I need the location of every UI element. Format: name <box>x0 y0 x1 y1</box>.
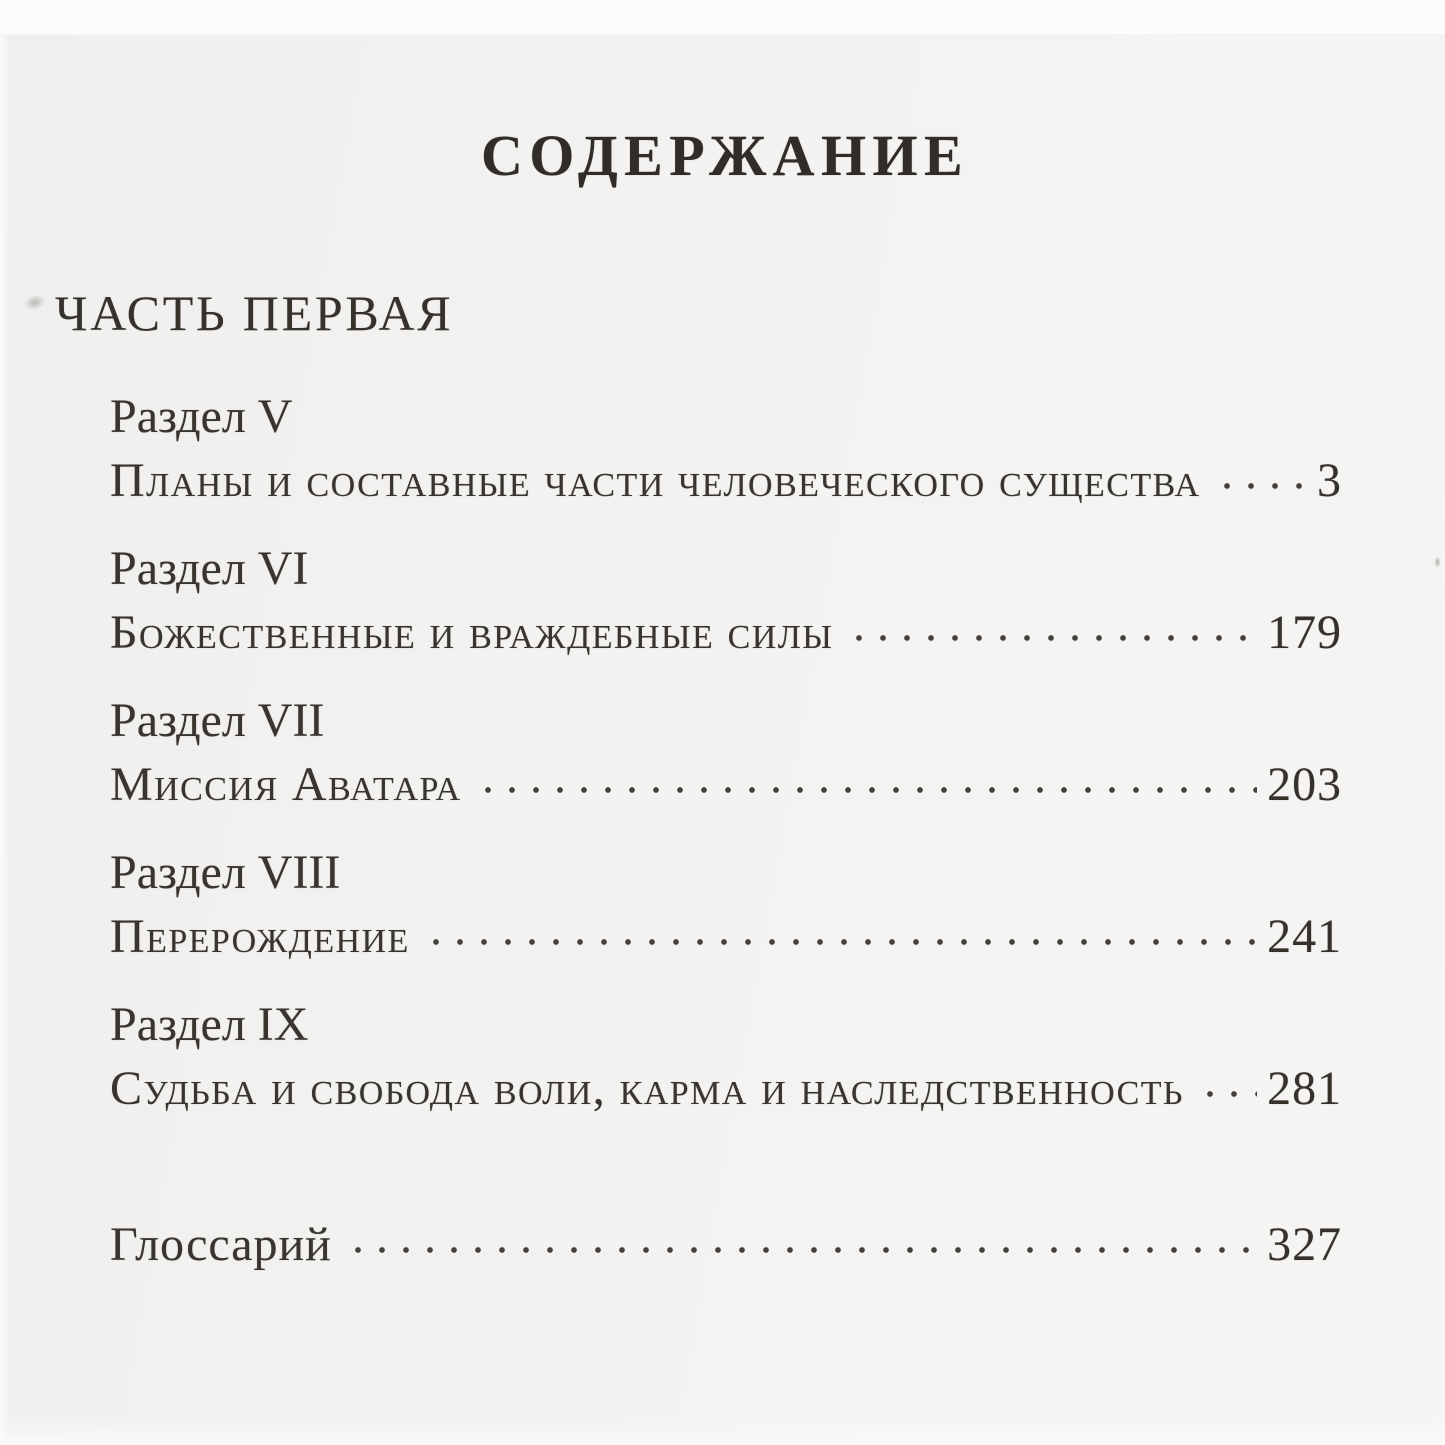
toc-section <box>110 690 1342 816</box>
glossary-title: Глоссарий <box>110 1218 332 1271</box>
section-title: Планы и составные части человеческого существа <box>110 454 1201 507</box>
dot-leader <box>418 904 1257 952</box>
page-number: 3 <box>1317 454 1342 507</box>
toc-entry-line <box>110 600 1342 664</box>
section-title: Божественные и враждебные силы <box>110 606 834 659</box>
section-label: Раздел IX <box>110 998 309 1051</box>
section-title: Судьба и свобода воли, карма и наследственность <box>110 1062 1184 1115</box>
section-label: Раздел V <box>110 390 293 443</box>
scan-edge-bottom <box>0 1419 1445 1445</box>
part-heading: ЧАСТЬ ПЕРВАЯ <box>55 285 454 341</box>
section-label: Раздел VIII <box>110 846 341 899</box>
dot-leader <box>1192 1056 1257 1104</box>
table-of-contents <box>110 386 1342 1276</box>
section-label: Раздел VI <box>110 542 309 595</box>
dot-leader <box>470 752 1258 800</box>
page-number: 241 <box>1267 910 1342 963</box>
toc-section <box>110 538 1342 664</box>
dot-leader <box>841 600 1257 648</box>
toc-entry-line <box>110 904 1342 968</box>
dot-leader <box>340 1212 1257 1260</box>
scan-edge-left <box>0 0 10 1445</box>
page-title: СОДЕРЖАНИЕ <box>480 123 970 188</box>
section-title: Перерождение <box>110 910 410 963</box>
page-number: 179 <box>1267 606 1342 659</box>
page-number: 203 <box>1267 758 1342 811</box>
toc-entry-line <box>110 1056 1342 1120</box>
dot-leader <box>1209 448 1308 496</box>
page-number: 281 <box>1267 1062 1342 1115</box>
toc-entry-line <box>110 752 1342 816</box>
section-title: Миссия Аватара <box>110 758 462 811</box>
page-number: 327 <box>1267 1218 1342 1271</box>
toc-entry-line <box>110 448 1342 512</box>
scan-artifact-smudge <box>22 292 47 312</box>
scan-artifact-speck <box>1434 556 1441 568</box>
toc-section <box>110 994 1342 1120</box>
section-label: Раздел VII <box>110 694 325 747</box>
scan-edge-top <box>0 0 1445 35</box>
toc-section <box>110 386 1342 512</box>
toc-section <box>110 842 1342 968</box>
glossary-entry <box>110 1212 1342 1276</box>
